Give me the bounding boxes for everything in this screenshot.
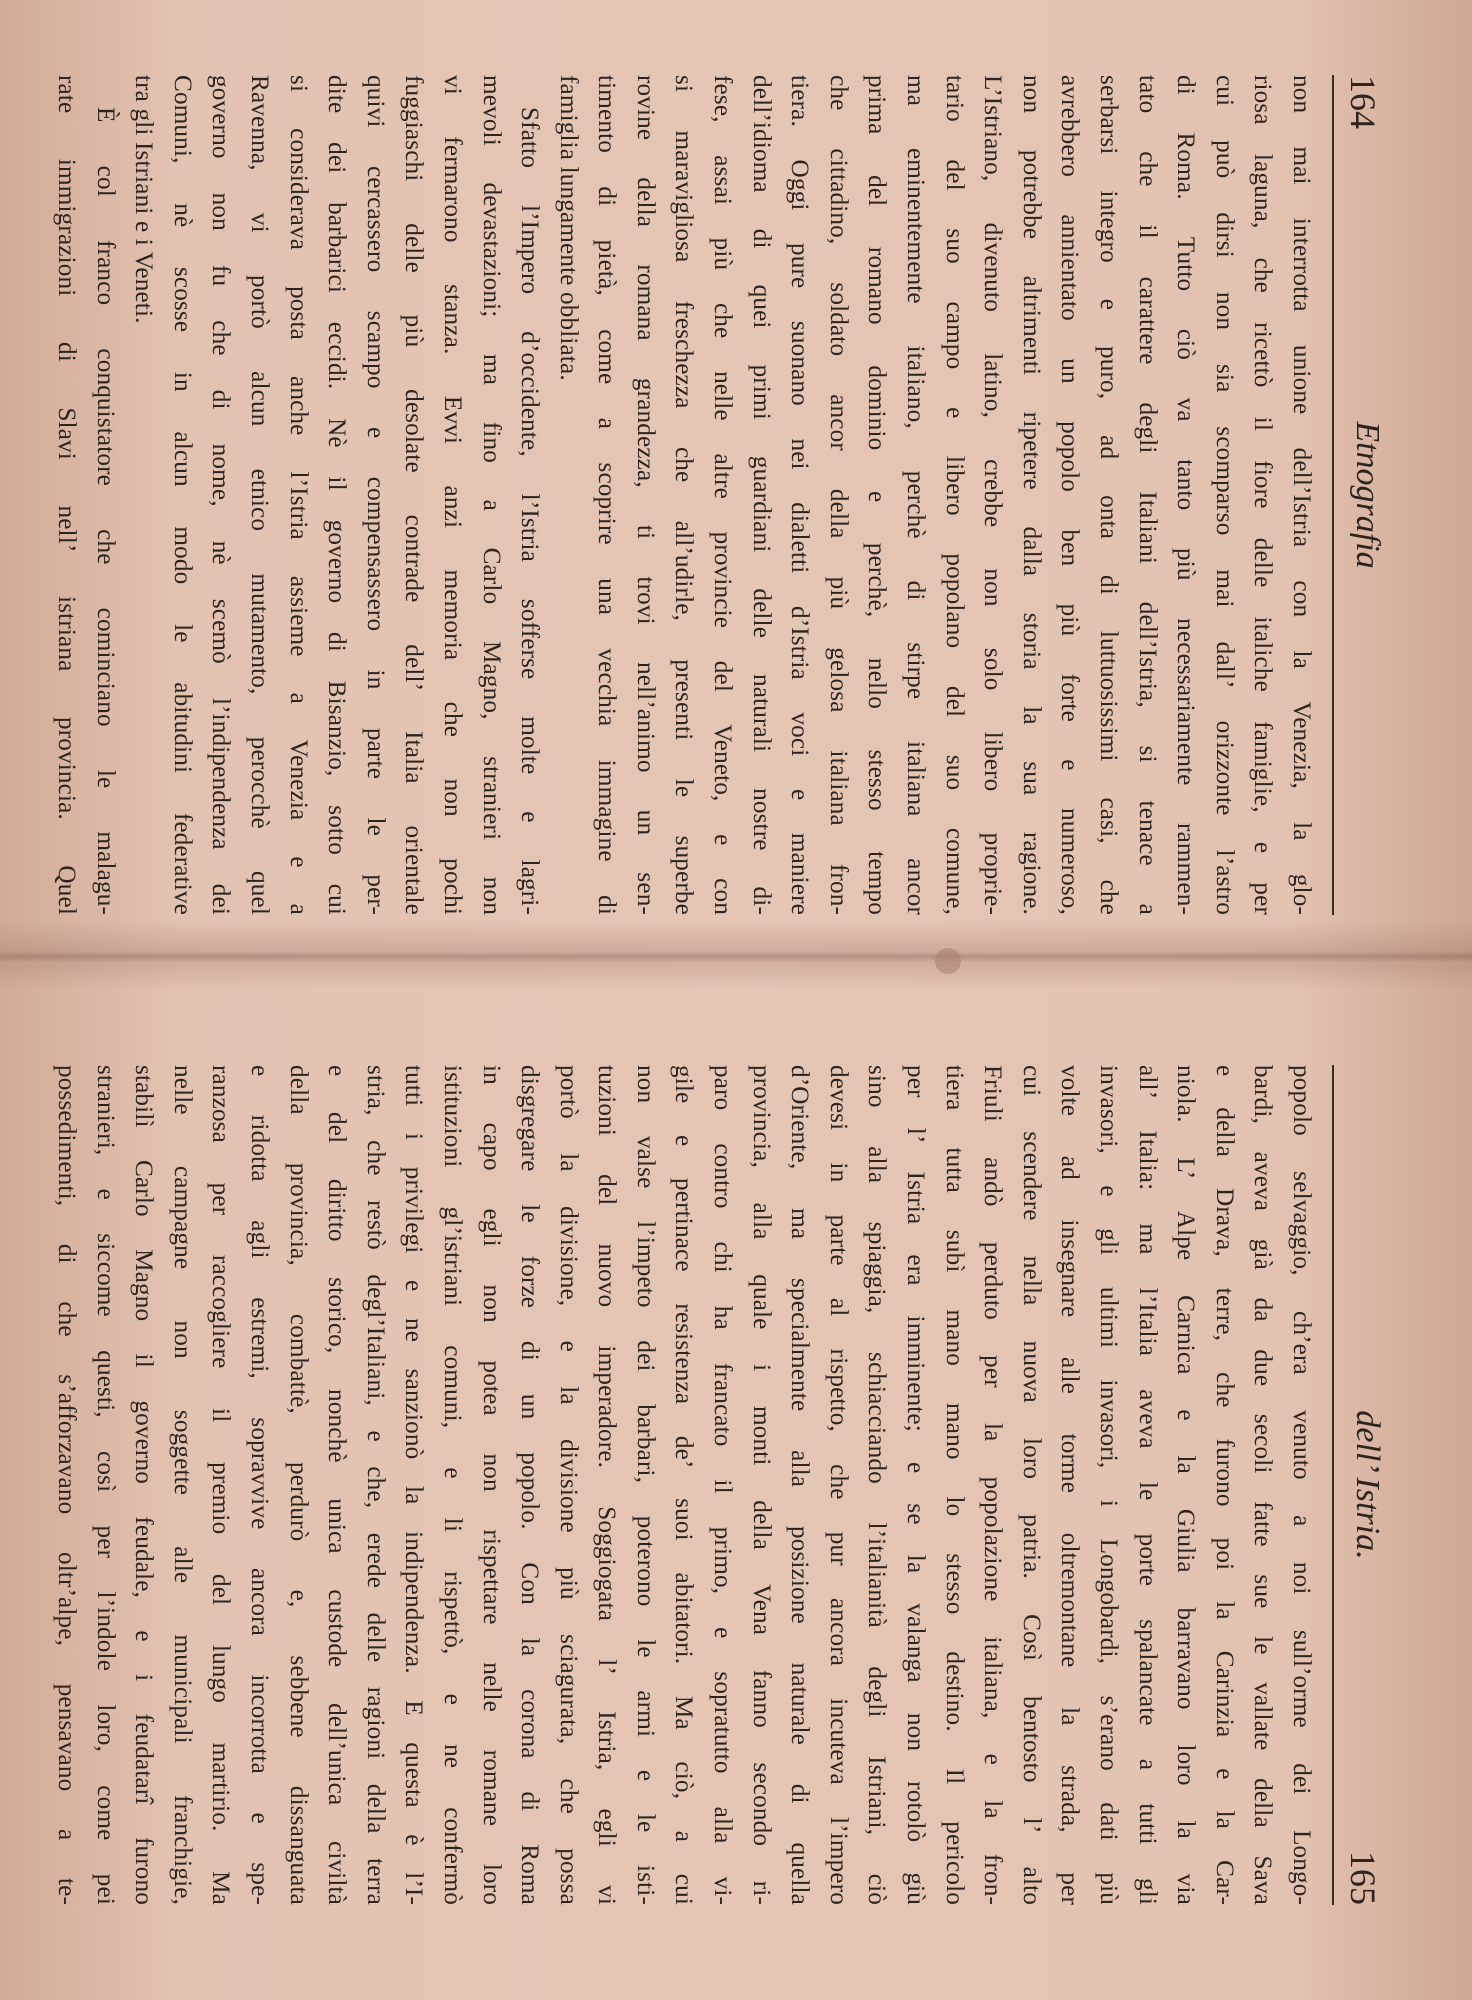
text-line: fese, assai più che nelle altre provincie del Veneto, e con — [709, 75, 737, 915]
text-line: devesi in parte al rispetto, che pur ancora incuteva l’impero — [824, 1065, 852, 1905]
text-line: riosa laguna, che ricettò il fiore delle italiche famiglie, e per — [1249, 75, 1277, 915]
text-line: tiera. Oggi pure suonano nei dialetti d’Istria voci e maniere — [786, 75, 814, 915]
text-line: nelle campagne non soggette alle municipali franchigie, — [168, 1065, 196, 1905]
text-line: si maravigliosa freschezza che all’udirle, presenti le superbe — [670, 75, 698, 915]
text-line: d’Oriente, ma specialmente alla posizione naturale di quella — [786, 1065, 814, 1905]
text-line: invasori, e gli ultimi invasori, i Longobardi, s’erano dati più — [1095, 1065, 1123, 1905]
text-line: Comuni, nè scosse in alcun modo le abitudini federative — [168, 75, 196, 915]
text-line: popolo selvaggio, ch’era venuto a noi sull’orme dei Longo- — [1288, 1065, 1315, 1905]
text-line: prima del romano dominio e perchè, nello stesso tempo — [863, 75, 891, 915]
page-header — [1332, 1065, 1392, 1905]
text-line: governo non fu che di nome, nè scemò l’indipendenza dei — [207, 75, 235, 915]
text-line: provincia, alla quale i monti della Vena fanno secondo ri- — [747, 1065, 775, 1905]
text-line: paro contro chi ha francato il primo, e sopratutto alla vi- — [709, 1065, 737, 1905]
text-line: tra gli Istriani e i Veneti. — [130, 75, 158, 324]
text-line: tario del suo campo e libero popolano del suo comune, — [940, 75, 968, 915]
text-line: della provincia, combattè, perdurò e, sebbene dissanguata — [284, 1065, 312, 1905]
text-line: fuggiaschi delle più desolate contrade dell’ Italia orientale — [400, 75, 428, 915]
text-line: gile e pertinace resistenza de’ suoi abitatori. Ma ciò, a cui — [670, 1065, 698, 1905]
text-line: e della Drava, terre, che furono poi la Carinzia e la Car- — [1210, 1065, 1238, 1905]
text-line: cui può dirsi non sia scomparso mai dall’ orizzonte l’astro — [1210, 75, 1238, 915]
text-line: e del diritto storico, nonchè unica custode dell’unica civiltà — [323, 1065, 351, 1905]
text-line: mevoli devastazioni; ma fino a Carlo Magno, stranieri non — [477, 75, 505, 915]
text-line: non mai interrotta unione dell’Istria con la Venezia, la glo- — [1288, 75, 1315, 915]
text-line: istituzioni gl’istriani comuni, e li rispettò, e ne confermò — [438, 1065, 466, 1905]
text-line: vi fermarono stanza. Evvi anzi memoria che non pochi — [438, 75, 466, 915]
text-line: stria, che restò degl’Italiani, e che, erede delle ragioni della terra — [361, 1065, 389, 1905]
page-number: 165 — [1343, 1851, 1383, 1905]
text-line: volte ad insegnare alle torme oltremontane la strada, per — [1056, 1065, 1084, 1905]
text-line: ranzosa per raccogliere il premio del lungo martirio. Ma — [207, 1065, 235, 1905]
text-line: e ridotta agli estremi, sopravvive ancora incorrotta e spe- — [245, 1065, 273, 1905]
text-line: Sfatto l’Impero d’occidente, l’Istria sofferse molte e lagri- — [516, 107, 544, 915]
binding-mark — [935, 948, 961, 974]
page-number: 164 — [1343, 75, 1383, 129]
text-line: dell’idioma di quei primi guardiani delle naturali nostre di- — [747, 75, 775, 915]
text-line: sino alla spiaggia, schiacciando l’italianità degli Istriani, ciò — [863, 1065, 891, 1905]
text-line: serbarsi integro e puro, ad onta di luttuosissimi casi, che — [1095, 75, 1123, 915]
text-line: tiera tutta subì mano mano lo stesso destino. Il pericolo — [940, 1065, 968, 1905]
running-title: Etnografia — [1349, 421, 1386, 569]
text-line: È col franco conquistatore che cominciano le malagu- — [91, 107, 119, 915]
text-line: quivi cercassero scampo e compensassero in parte le per- — [361, 75, 389, 915]
text-line: tuzioni del nuovo imperadore. Soggiogata l’ Istria, egli vi — [593, 1065, 621, 1905]
text-line: stranieri, e siccome questi, così per l’indole loro, come pei — [91, 1065, 119, 1905]
text-line: tato che il carattere degli Italiani dell’Istria, si tenace a — [1133, 75, 1161, 915]
text-line: portò la divisione, e la divisione più sciagurata, che possa — [554, 1065, 582, 1905]
text-line: possedimenti, di che s’afforzavano oltr’alpe, pensavano a te- — [53, 1065, 80, 1905]
text-line: avrebbero annientato un popolo ben più forte e numeroso, — [1056, 75, 1084, 915]
text-line: bardi, aveva già da due secoli fatte sue le vallate della Sava — [1249, 1065, 1277, 1905]
text-line: famiglia lungamente obbliata. — [554, 75, 582, 381]
text-line: all’ Italia: ma l’Italia aveva le porte spalancate a tutti gli — [1133, 1065, 1161, 1905]
text-line: stabilì Carlo Magno il governo feudale, e i feudatarî furono — [130, 1065, 158, 1905]
text-line: dite dei barbarici eccidi. Nè il governo di Bisanzio, sotto cui — [323, 75, 351, 915]
page-164 — [53, 45, 1392, 945]
text-line: che cittadino, soldato ancor della più gelosa italiana fron- — [824, 75, 852, 915]
text-line: Ravenna, vi portò alcun etnico mutamento, perocchè quel — [245, 75, 273, 915]
text-line: niola. L’ Alpe Carnica e la Giulia barravano loro la via — [1172, 1065, 1200, 1905]
text-line: di Roma. Tutto ciò va tanto più necessariamente rammen- — [1172, 75, 1200, 915]
page-body — [46, 75, 1320, 915]
text-line: timento di pietà, come a scoprire una vecchia immagine di — [593, 75, 621, 915]
text-line: disgregare le forze di un popolo. Con la corona di Roma — [516, 1065, 544, 1905]
page-header — [1332, 75, 1392, 915]
text-line: in capo egli non potea non rispettare nelle romane loro — [477, 1065, 505, 1905]
text-line: rate immigrazioni di Slavi nell’ istriana provincia. Quel — [53, 75, 80, 915]
text-line: rovine della romana grandezza, ti trovi nell’animo un sen- — [631, 75, 659, 915]
text-line: tutti i privilegi e ne sanzionò la indipendenza. E questa è l’I- — [400, 1065, 428, 1905]
page-body — [46, 1065, 1320, 1905]
text-line: cui scendere nella nuova loro patria. Così bentosto l’ alto — [1017, 1065, 1045, 1905]
running-title: dell’ Istria. — [1349, 1410, 1386, 1560]
page-165 — [53, 1035, 1392, 1935]
text-line: si considerava posta anche l’Istria assieme a Venezia e a — [284, 75, 312, 915]
text-line: non valse l’impeto dei barbari, poterono le armi e le isti- — [631, 1065, 659, 1905]
text-line: Friuli andò perduto per la popolazione italiana, e la fron- — [979, 1065, 1007, 1905]
text-line: per l’ Istria era imminente; e se la valanga non rotolò giù — [902, 1065, 930, 1905]
text-line: L’Istriano, divenuto latino, crebbe non solo libero proprie- — [979, 75, 1007, 915]
text-line: non potrebbe altrimenti ripetere dalla storia la sua ragione. — [1017, 75, 1045, 915]
text-line: ma eminentemente italiano, perchè di stirpe italiana ancor — [902, 75, 930, 915]
